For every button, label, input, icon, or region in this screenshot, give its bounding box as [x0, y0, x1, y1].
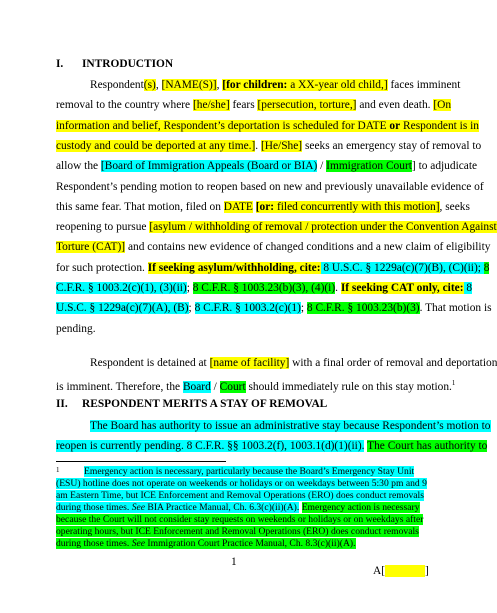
text-run: If seeking CAT only, cite:	[340, 282, 464, 294]
text-run: 8 C.F.R. § 1003.23(b)(3)	[306, 302, 420, 315]
text-line	[84, 466, 414, 478]
text-line	[56, 538, 356, 550]
text-run: [He/She]	[260, 139, 303, 152]
text-run: C.F.R. § 1003.2(c)(1), (3)(ii)	[56, 282, 187, 294]
text-run: Immigration Court	[326, 160, 412, 173]
text-run: [NAME(S)]	[161, 79, 217, 91]
text-run: a XX-year old child,]	[287, 79, 388, 91]
text-run: [persecution, torture,]	[257, 99, 357, 112]
text-line	[56, 478, 427, 490]
text-run: custody and could be deported at any time.]	[56, 139, 256, 152]
text-run: ;	[188, 302, 195, 315]
section-1-title: INTRODUCTION	[82, 58, 174, 70]
text-line	[56, 526, 419, 538]
stamp-blank	[385, 565, 425, 577]
text-run: 8 C.F.R. § 1003.23(b)(3), (4)(i)	[192, 282, 336, 294]
text-run: Respondent	[90, 79, 144, 91]
text-run: .	[335, 282, 341, 294]
text-run: , seeks	[439, 200, 470, 213]
section-1-number: I.	[56, 58, 64, 70]
text-run: allow the	[56, 160, 101, 173]
text-run: for such protection.	[56, 261, 148, 274]
text-run: The Court has authority to	[367, 440, 488, 452]
text-line	[56, 220, 497, 235]
text-run: during those times.	[56, 502, 132, 513]
text-line	[56, 159, 477, 174]
text-run: [On	[433, 99, 452, 112]
text-run: Emergency action is necessary	[301, 502, 420, 513]
text-run: DATE	[223, 200, 253, 213]
footnote-marker: 1	[56, 466, 60, 474]
text-run: 8 C.F.R. § 1003.2(c)(1)	[194, 302, 301, 315]
text-line	[56, 261, 489, 276]
text-run: [Board of Immigration Appeals (Board or BIA)	[100, 160, 318, 173]
text-run: 1	[451, 379, 456, 387]
text-line	[56, 180, 484, 195]
text-run: information and belief, Respondent’s deportation is scheduled for DATE	[56, 119, 390, 132]
text-run: this same fear. That motion, filed on	[56, 200, 224, 213]
text-run: or	[389, 119, 401, 132]
text-line	[56, 376, 455, 395]
text-run: seeks an emergency stay of removal to	[302, 139, 482, 152]
text-run: [name of facility]	[209, 357, 290, 369]
text-run: fears	[229, 99, 258, 112]
text-run: /	[317, 160, 327, 173]
section-2-title: RESPONDENT MERITS A STAY OF REMOVAL	[82, 398, 328, 410]
text-line	[90, 419, 491, 434]
text-run: .	[255, 139, 261, 152]
text-run: /	[210, 380, 220, 393]
text-line	[90, 356, 497, 371]
text-run: Torture (CAT)]	[56, 241, 126, 254]
text-run: is imminent. Therefore, the	[56, 380, 183, 393]
text-run: U.S.C. § 1229a(c)(7)(A), (B)	[56, 302, 189, 315]
section-2-number: II.	[56, 398, 68, 410]
text-run: (ESU) hotline does not operate on weekends or holidays or on weekdays between 5:30 pm and 9	[56, 478, 427, 489]
text-run: filed concurrently with this motion]	[274, 200, 440, 213]
text-run: pending.	[56, 322, 96, 335]
text-run: reopening to pursue	[56, 221, 150, 234]
text-line	[56, 490, 424, 502]
text-run: and even death.	[356, 99, 434, 112]
text-run: BIA Practice Manual, Ch. 6.3(c)(ii)(A).	[145, 502, 300, 513]
text-run: 8	[463, 282, 473, 294]
text-run: operating hours, but ICE Enforcement and Removal Operations (ERO) does conduct removals	[56, 526, 419, 537]
text-run: If seeking asylum/withholding, cite:	[147, 261, 321, 274]
text-run: removal to the country where	[56, 99, 193, 112]
text-line	[56, 281, 472, 296]
text-run: [he/she]	[192, 99, 230, 112]
text-line	[90, 78, 460, 93]
text-run: See	[131, 502, 146, 513]
text-line	[56, 200, 470, 215]
text-run: (s)	[143, 79, 156, 91]
text-run: and contains new evidence of changed conditions and a new claim of eligibility	[125, 241, 491, 254]
text-run: Court	[219, 380, 246, 393]
text-line	[56, 240, 490, 255]
text-run: Emergency action is necessary, particularly because the Board’s Emergency Stay Unit	[84, 466, 415, 477]
text-line	[56, 98, 451, 113]
text-run: . That motion is	[419, 302, 492, 315]
text-run: should immediately rule on this stay motion.	[245, 380, 452, 393]
text-run: ] to adjudicate	[411, 160, 478, 173]
section-2-heading	[56, 397, 327, 412]
text-run: [or:	[255, 200, 275, 213]
text-line	[56, 119, 479, 134]
text-run: ,	[155, 79, 162, 91]
text-run: See	[131, 538, 146, 549]
text-run: ,	[216, 79, 223, 91]
text-run: Board	[182, 380, 211, 393]
text-run: because the Court will not consider stay requests on weekends or holidays or on weekdays after	[56, 514, 424, 525]
appendix-page-stamp: A[ ]	[373, 565, 429, 577]
text-run: reopen is currently pending. 8 C.F.R. §§ 1003.2(f), 1003.1(d)(1)(ii).	[56, 440, 365, 452]
text-run: with a final order of removal and deportation	[289, 357, 497, 369]
text-run: during those times.	[56, 538, 132, 549]
page-number: 1	[231, 556, 237, 568]
text-run: 8	[483, 261, 490, 274]
text-line	[56, 322, 96, 337]
text-run: am Eastern Time, but ICE Enforcement and Removal Operations (ERO) does conduct removals	[56, 490, 424, 501]
text-line	[56, 301, 492, 316]
footnote-separator	[56, 461, 226, 462]
text-line	[56, 514, 423, 526]
text-run: The Board has authority to issue an administrative stay because Respondent’s motion to	[90, 420, 491, 432]
text-run: Respondent’s pending motion to reopen based on new and previously unavailable evidence of	[56, 180, 484, 193]
text-run: [for children:	[222, 79, 288, 91]
text-run: [asylum / withholding of removal / protection under the Convention Against	[149, 221, 497, 234]
text-line	[56, 439, 487, 454]
text-run: Respondent is detained at	[90, 357, 210, 369]
text-run: ;	[300, 302, 307, 315]
text-line	[56, 502, 420, 514]
text-run: faces imminent	[387, 79, 461, 91]
text-line	[56, 139, 481, 154]
text-run: ;	[186, 282, 193, 294]
text-run: 8 U.S.C. § 1229a(c)(7)(B), (C)(ii);	[320, 261, 484, 274]
section-1-heading	[56, 57, 173, 72]
text-run: Respondent is in	[400, 119, 479, 132]
text-run: Immigration Court Practice Manual, Ch. 8.3(c)(ii)(A).	[145, 538, 356, 549]
